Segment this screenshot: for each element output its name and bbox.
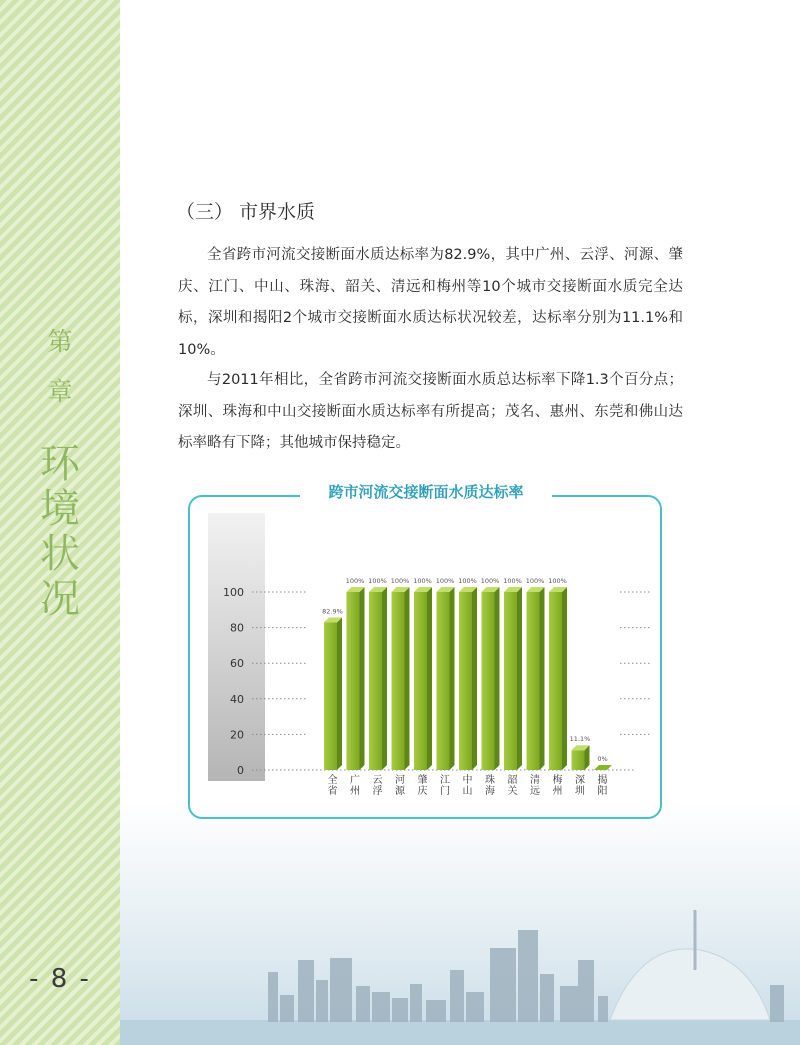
bar-side [495,587,500,770]
bar-value-label: 100% [503,577,522,585]
bar-front [482,592,495,770]
category-label: 梅 [552,775,563,786]
bar-front [392,592,405,770]
bar-side [382,587,387,770]
body-paragraph-2: 与2011年相比，全省跨市河流交接断面水质总达标率下降1.3个百分点；深圳、珠海和中山交接断面水质达标率有所提高；茂名、惠州、东莞和佛山达标率略有下降；其他城市保持稳定。 [178,372,683,451]
chapter-title-char-2: 境 [40,486,80,532]
y-tick-label: 40 [230,692,244,706]
bar-chart [188,495,662,819]
category-label: 深 [575,775,585,786]
bar-value-label: 100% [435,577,455,585]
category-label: 海 [485,786,495,797]
y-tick-label: 100 [223,586,244,599]
category-label: 江 [440,775,450,786]
bar-front [504,592,517,770]
bar-front [459,592,472,770]
category-label: 清 [530,775,540,786]
bar-value-label: 100% [525,577,545,585]
chapter-title-char-3: 状 [40,531,80,577]
category-label: 浮 [372,786,383,797]
bar-side [472,587,477,770]
category-label: 州 [552,786,563,797]
bar-front [549,592,562,770]
y-tick-label: 60 [230,657,244,671]
y-tick-label: 0 [237,764,244,777]
category-label: 省 [327,786,338,797]
category-label: 云 [372,775,383,786]
category-label: 阳 [597,786,608,797]
bar-side [427,587,432,770]
bar-front [369,592,382,770]
bar-front [324,622,337,770]
bar-front [347,592,360,770]
category-label: 关 [507,786,518,797]
category-label: 中 [462,775,473,786]
category-label: 山 [462,786,473,797]
category-label: 全 [327,775,338,786]
chapter-title-char-4: 况 [40,576,80,622]
bar-side [517,587,522,770]
chapter-title-char-1: 环 [40,441,80,487]
category-label: 河 [395,775,405,786]
bar-side [450,587,455,770]
bar-value-label: 100% [345,577,365,585]
bar-value-label: 100% [413,577,432,585]
category-label: 远 [530,786,540,797]
bar-side [405,587,410,770]
category-label: 州 [350,786,360,797]
bar-value-label: 100% [368,577,387,585]
y-tick-label: 20 [230,728,244,742]
bar-value-label: 100% [390,577,410,585]
bar-side [337,617,342,770]
category-label: 庆 [417,786,428,797]
bar-side [540,587,545,770]
bar-side [562,587,567,770]
bar-value-label: 11.1% [569,735,591,744]
chart-title: 跨市河流交接断面水质达标率 [300,481,552,502]
chapter-char-2: 章 [47,377,73,406]
section-heading: （三） 市界水质 [176,201,316,223]
bar-value-label: 100% [458,577,477,585]
category-label: 圳 [575,786,585,797]
bar-front [414,592,427,770]
bar-top [594,765,612,770]
bar-value-label: 100% [480,577,500,585]
category-label: 广 [350,775,360,786]
bar-value-label: 0% [597,755,608,763]
bar-value-label: 82.9% [322,607,343,616]
bar-front [437,592,450,770]
category-label: 珠 [485,775,495,786]
bar-front [527,592,540,770]
sidebar [0,0,120,1045]
body-paragraph-1: 全省跨市河流交接断面水质达标率为82.9%，其中广州、云浮、河源、肇庆、江门、中山、珠海、韶关、清远和梅州等10个城市交接断面水质完全达标，深圳和揭阳2个城市交接断面水质达标状况较差，达标率分别为11.1%和10%。 [178,247,683,358]
bar-front [572,750,585,770]
category-label: 韶 [507,775,518,786]
bar-value-label: 100% [548,577,567,585]
city-skyline-image [120,900,800,1045]
page-number: - 8 - [29,964,91,994]
category-label: 揭 [597,775,608,786]
bar-side [360,587,365,770]
chapter-char-1: 第 [47,327,73,356]
category-label: 门 [440,786,450,797]
category-label: 肇 [417,775,428,786]
category-label: 源 [395,786,405,797]
y-tick-label: 80 [230,621,244,635]
